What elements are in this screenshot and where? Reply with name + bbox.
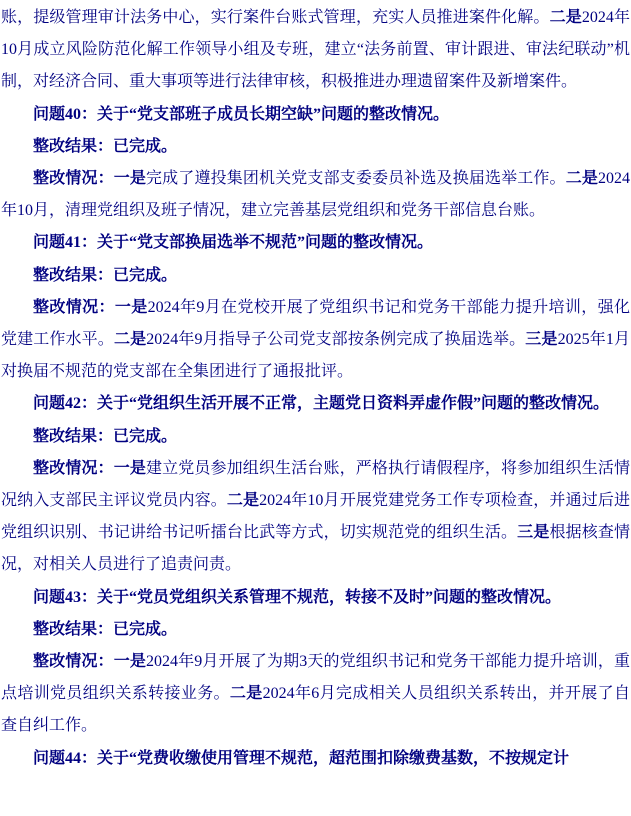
text-run: 2024年6月完成相关人员组织关系转出，并开展了自查自纠工作。: [1, 685, 630, 735]
document-body: [1, 2, 630, 775]
text-run: 根据核查情况，对相关人员进行了追责问责。: [1, 524, 630, 574]
bold-text-run: 二是: [229, 685, 263, 703]
text-run: 2024年9月指导子公司党支部按条例完成了换届选举。: [146, 331, 526, 349]
bold-text-run: 一是: [114, 298, 148, 316]
bold-text-run: 一是: [113, 459, 146, 477]
bold-text-run: 三是: [517, 524, 550, 542]
bold-text-run: 整改情况：: [33, 298, 115, 316]
text-run: 2024年9月在党校开展了党组织书记和党务干部能力提升培训，强化党建工作水平。: [1, 298, 630, 349]
text-run: 2024年10月成立风险防范化解工作领导小组及专班，建立“法务前置、审计跟进、审法纪联动”机制，对经济合同、重大事项等进行法律审核，积极推进办理遗留案件及新增案件。: [1, 9, 630, 91]
bold-text-run: 二是: [549, 9, 582, 26]
issue-41-heading: [1, 227, 630, 259]
bold-text-run: 三是: [525, 331, 558, 349]
bold-text-run: 整改结果：已完成。: [33, 266, 178, 284]
issue-40-detail: [1, 163, 630, 227]
bold-text-run: 整改情况：: [33, 459, 114, 477]
bold-text-run: 整改情况：: [33, 653, 114, 671]
bold-text-run: 二是: [113, 331, 147, 349]
text-run: 2024年10月开展党建党务工作专项检查，并通过后进党组织识别、书记讲给书记听擂台比武等方式，切实规范党的组织生活。: [1, 492, 630, 542]
issue-43-heading: [1, 582, 630, 614]
bold-text-run: 问题44：关于“党费收缴使用管理不规范，超范围扣除缴费基数，不按规定计: [33, 749, 570, 767]
bold-text-run: 整改结果：已完成。: [33, 137, 178, 155]
bold-text-run: 一是: [113, 170, 147, 188]
bold-text-run: 整改情况：: [33, 170, 114, 188]
continuation-paragraph: [1, 2, 630, 99]
bold-text-run: 问题40：关于“党支部班子成员长期空缺”问题的整改情况。: [33, 105, 450, 123]
text-run: 2025年1月对换届不规范的党支部在全集团进行了通报批评。: [1, 331, 630, 381]
issue-43-detail: [1, 646, 630, 743]
text-run: 2024年9月开展了为期3天的党组织书记和党务干部能力提升培训，重点培训党员组织关系转接业务。: [1, 653, 630, 703]
bold-text-run: 整改结果：已完成。: [33, 620, 178, 638]
bold-text-run: 问题42：关于“党组织生活开展不正常，主题党日资料弄虚作假”问题的整改情况。: [33, 395, 610, 413]
text-run: 账，提级管理审计法务中心，实行案件台账式管理，充实人员推进案件化解。: [1, 9, 550, 26]
text-run: 建立党员参加组织生活台账，严格执行请假程序，将参加组织生活情况纳入支部民主评议党员内容。: [1, 459, 630, 510]
issue-41-result: [1, 260, 630, 292]
issue-44-heading-truncated: [1, 743, 630, 775]
issue-43-result: [1, 614, 630, 646]
issue-41-detail: [1, 292, 630, 389]
issue-42-detail: [1, 453, 630, 582]
text-run: 2024年10月，清理党组织及班子情况，建立完善基层党组织和党务干部信息台账。: [1, 170, 630, 220]
issue-42-heading: [1, 388, 630, 420]
bold-text-run: 二是: [565, 170, 598, 188]
bold-text-run: 整改结果：已完成。: [33, 427, 178, 445]
issue-42-result: [1, 421, 630, 453]
bold-text-run: 问题43：关于“党员党组织关系管理不规范，转接不及时”问题的整改情况。: [33, 588, 562, 606]
issue-40-heading: [1, 99, 630, 131]
text-run: 完成了遵投集团机关党支部支委委员补选及换届选举工作。: [146, 170, 566, 188]
issue-40-result: [1, 131, 630, 163]
bold-text-run: 一是: [113, 653, 146, 671]
bold-text-run: 二是: [226, 492, 260, 510]
bold-text-run: 问题41：关于“党支部换届选举不规范”问题的整改情况。: [33, 234, 434, 252]
